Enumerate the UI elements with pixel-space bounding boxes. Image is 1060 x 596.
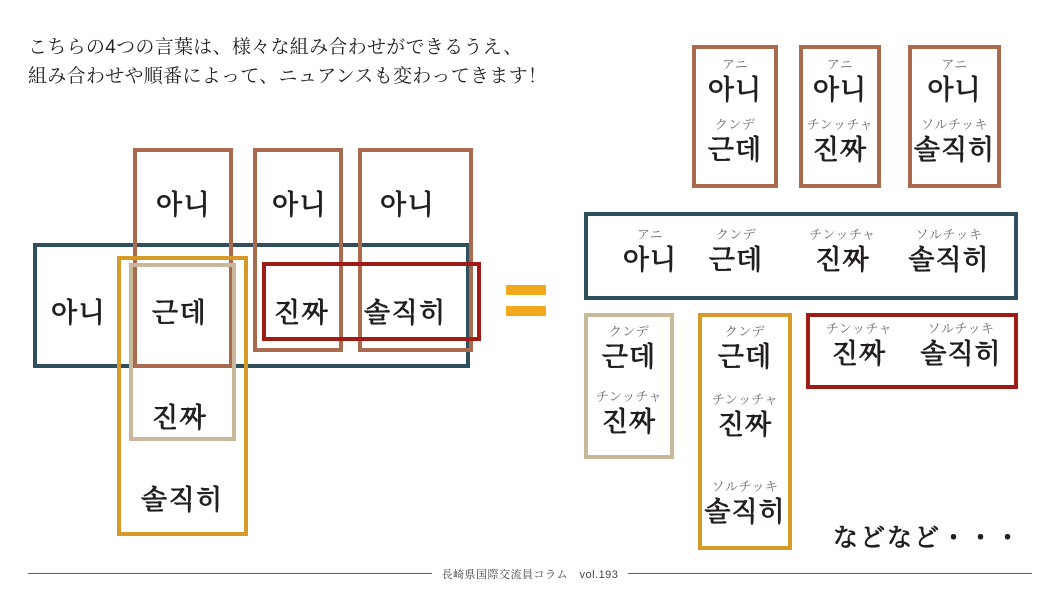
word-jinjja-6: 진짜 (717, 410, 773, 440)
cell-keunde-6 (698, 325, 792, 371)
kana-keunde-6: クンデ (724, 324, 766, 339)
left-col-soljiki: 솔직히 (141, 485, 224, 515)
kana-jinjja-5: チンッチャ (595, 389, 663, 404)
kana-all-ani: アニ (636, 227, 664, 242)
kana-keunde-1: クンデ (714, 117, 756, 132)
equals-bar-bottom (506, 306, 546, 316)
kana-all-jinjja: チンッチャ (809, 227, 876, 242)
cell-keunde-1 (692, 118, 778, 164)
word-ani-2: 아니 (812, 75, 868, 105)
kana-soljiki-3: ソルチッキ (920, 117, 989, 132)
cell-jinjja-6 (698, 393, 792, 439)
word-soljiki-7: 솔직히 (920, 339, 1002, 369)
kana-ani-1: アニ (721, 57, 749, 72)
cell-all-jinjja (800, 228, 885, 274)
cell-jinjja-2 (799, 118, 881, 164)
left-top-ani-2: 아니 (272, 190, 328, 220)
kana-jinjja-7: チンッチャ (825, 321, 893, 336)
word-ani-3: 아니 (927, 75, 982, 105)
cell-soljiki-7 (912, 322, 1010, 368)
word-keunde-5: 근데 (601, 342, 657, 372)
etc-label: などなど・・・ (832, 524, 1022, 552)
kana-jinjja-2: チンッチャ (806, 117, 874, 132)
left-row-jinjja: 진짜 (274, 298, 330, 328)
word-jinjja-2: 진짜 (812, 135, 868, 165)
cell-all-ani (610, 228, 690, 274)
kana-ani-3: アニ (941, 57, 968, 72)
left-row-keunde: 근데 (152, 298, 208, 328)
word-ani-1: 아니 (707, 75, 763, 105)
cell-all-soljiki (903, 228, 995, 274)
equals-bar-top (506, 285, 546, 295)
cell-jinjja-7 (812, 322, 906, 368)
left-top-ani-1: 아니 (156, 190, 212, 220)
intro-line-1: こちらの4つの言葉は、様々な組み合わせができるうえ、 (28, 37, 523, 58)
cell-ani-2 (799, 58, 881, 104)
cell-ani-1 (692, 58, 778, 104)
left-col-jinjja: 진짜 (152, 403, 208, 433)
kana-all-soljiki: ソルチッキ (915, 227, 983, 242)
word-all-jinjja: 진짜 (815, 245, 870, 275)
word-keunde-1: 근데 (707, 135, 763, 165)
word-keunde-6: 근데 (717, 342, 773, 372)
word-jinjja-5: 진짜 (601, 407, 657, 437)
left-top-ani-3: 아니 (380, 190, 436, 220)
word-all-keunde: 근데 (708, 245, 764, 275)
cell-jinjja-5 (584, 390, 674, 436)
cell-soljiki-3 (908, 118, 1001, 164)
kana-keunde-5: クンデ (608, 324, 650, 339)
intro-line-2: 組み合わせや順番によって、ニュアンスも変わってきます！ (28, 65, 548, 87)
footer-caption-text: 長崎県国際交流員コラム vol.193 (432, 569, 629, 581)
cell-all-keunde (696, 228, 776, 274)
word-soljiki-6: 솔직히 (704, 497, 786, 527)
kana-jinjja-6: チンッチャ (711, 392, 779, 407)
cell-ani-3 (908, 58, 1001, 104)
word-jinjja-7: 진짜 (831, 339, 887, 369)
kana-all-keunde: クンデ (715, 227, 757, 242)
kana-soljiki-6: ソルチッキ (711, 479, 779, 494)
word-all-ani: 아니 (622, 245, 678, 275)
word-soljiki-3: 솔직히 (913, 135, 996, 165)
left-row-ani: 아니 (51, 298, 107, 328)
word-all-soljiki: 솔직히 (908, 245, 990, 275)
kana-soljiki-7: ソルチッキ (927, 321, 995, 336)
footer-caption (0, 566, 1060, 582)
left-row-soljiki: 솔직히 (364, 298, 447, 328)
intro-text (28, 34, 547, 91)
cell-soljiki-6 (698, 480, 792, 526)
kana-ani-2: アニ (826, 57, 854, 72)
cell-keunde-5 (584, 325, 674, 371)
